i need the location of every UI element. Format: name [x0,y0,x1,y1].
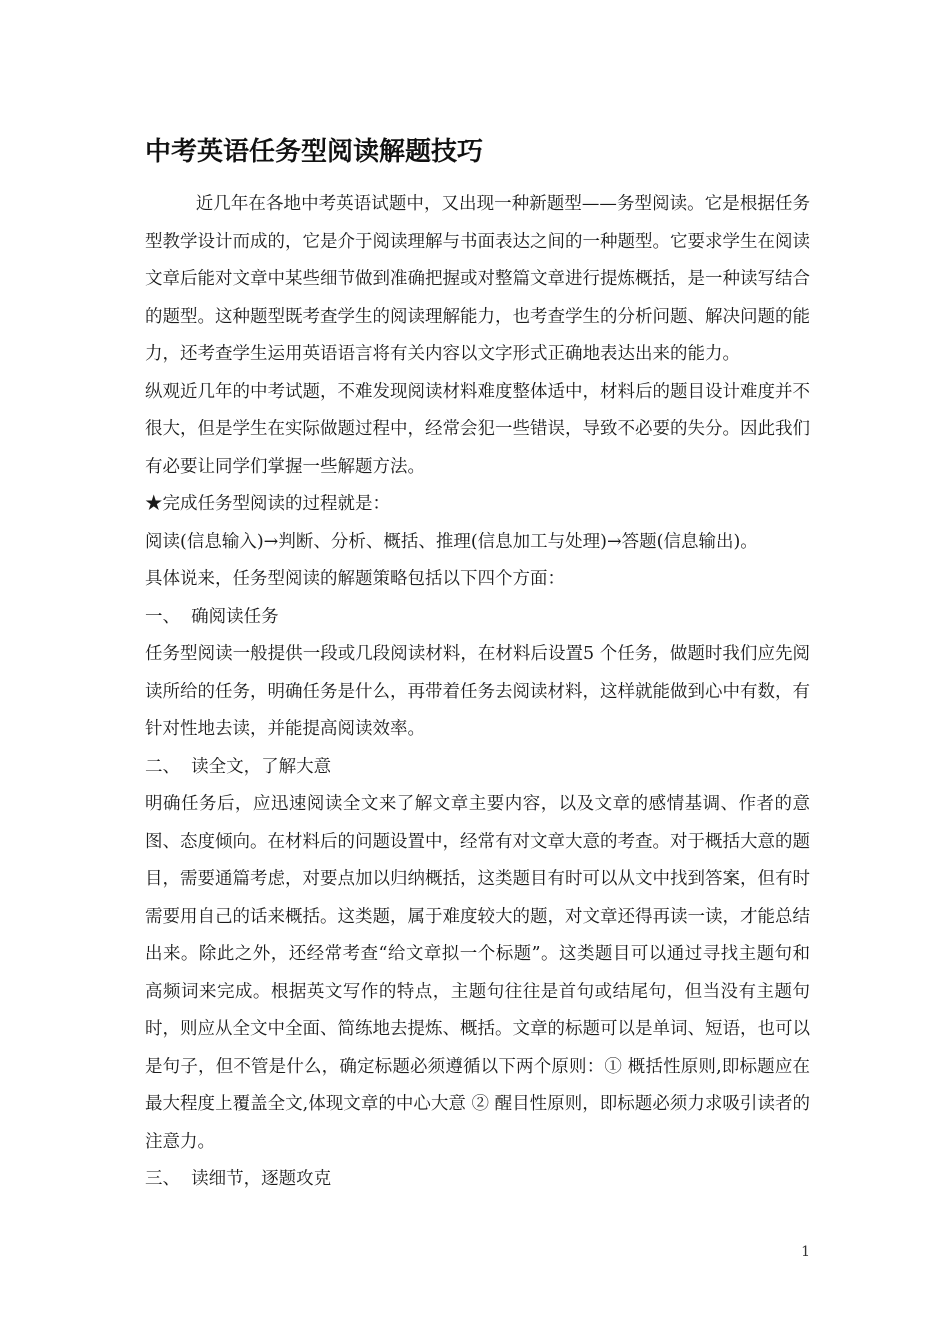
section-1-heading: 一、 确阅读任务 [145,606,279,627]
document-body [145,128,810,1199]
page-number: 1 [801,1244,810,1260]
document-title: 中考英语任务型阅读解题技巧 [145,137,484,167]
intro-paragraph: 近几年在各地中考英语试题中，又出现一种新题型——务型阅读。它是根据任务型教学设计而成的，它是介于阅读理解与书面表达之间的一种题型。它要求学生在阅读文章后能对文章中某些细节做到准确把握或对整篇文章进行提炼概括，是一种读写结合的题型。这种题型既考查学生的阅读理解能力，也考查学生的分析问题、解决问题的能力，还考查学生运用英语语言将有关内容以文字形式正确地表达出来的能力。 [145,194,810,364]
section-2-body: 明确任务后，应迅速阅读全文来了解文章主要内容，以及文章的感情基调、作者的意图、态度倾向。在材料后的问题设置中，经常有对文章大意的考查。对于概括大意的题目，需要通篇考虑，对要点加以归纳概括，这类题目有时可以从文中找到答案，但有时需要用自己的话来概括。这类题，属于难度较大的题，对文章还得再读一读，才能总结出来。除此之外，还经常考查“给文章拟一个标题”。这类题目可以通过寻找主题句和高频词来完成。根据英文写作的特点，主题句往往是首句或结尾句，但当没有主题句时，则应从全文中全面、简练地去提炼、概括。文章的标题可以是单词、短语，也可以是句子，但不管是什么，确定标题必须遵循以下两个原则：① 概括性原则,即标题应在最大程度上覆盖全文,体现文章的中心大意 ② 醒目性原则，即标题必须力求吸引读者的注意力。 [145,794,810,1152]
process-flow: 阅读(信息输入)→判断、分析、概括、推理(信息加工与处理)→答题(信息输出)。 [145,531,758,552]
section-3-heading: 三、 读细节，逐题攻克 [145,1169,332,1189]
section-2-heading: 二、 读全文，了解大意 [145,756,332,777]
strategy-intro: 具体说来，任务型阅读的解题策略包括以下四个方面： [145,569,565,589]
process-label: ★完成任务型阅读的过程就是： [145,494,390,514]
section-1-body: 任务型阅读一般提供一段或几段阅读材料，在材料后设置5 个任务，做题时我们应先阅读所给的任务，明确任务是什么，再带着任务去阅读材料，这样就能做到心中有数，有针对性地去读，并能提高阅读效率。 [145,644,810,739]
overview-paragraph: 纵观近几年的中考试题，不难发现阅读材料难度整体适中，材料后的题目设计难度并不很大，但是学生在实际做题过程中，经常会犯一些错误，导致不必要的失分。因此我们有必要让同学们掌握一些解题方法。 [145,381,810,477]
